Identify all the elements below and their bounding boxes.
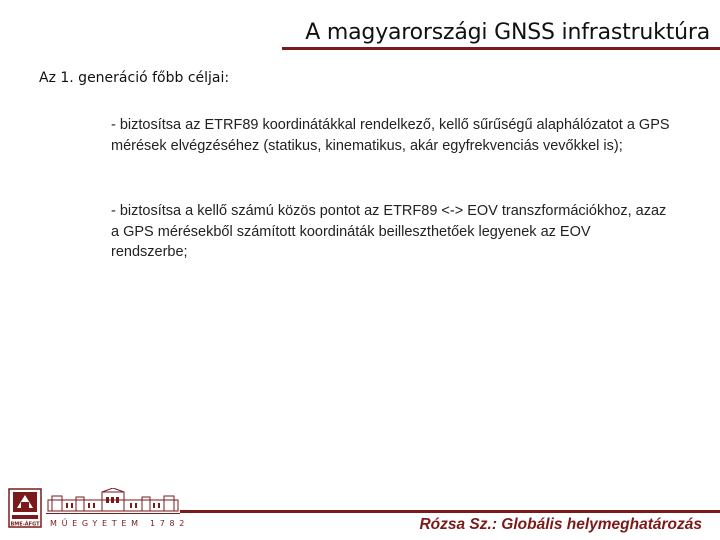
footer-divider-thin [46,513,180,514]
footer-motto: MŰEGYETEM 1782 [50,519,190,528]
footer-author-text: Rózsa Sz.: Globális helymeghatározás [419,516,702,533]
logo-label: BME-ÁFGT [10,521,40,528]
title-underline [282,47,720,50]
slide-subtitle: Az 1. generáció főbb céljai: [39,70,230,86]
bullet-paragraph-2: - biztosítsa a kellő számú közös pontot az ETRF89 <-> EOV transzformációkhoz, azaz a GPS mérésekből számított koordináták beilleszthetőek legyenek az EOV rendszerbe; [111,203,667,260]
university-crest-icon [8,488,42,528]
university-building-icon [46,488,180,512]
footer-divider [180,510,720,513]
bullet-paragraph-1: - biztosítsa az ETRF89 koordinátákkal rendelkező, kellő sűrűségű alaphálózatot a GPS mérések elvégzéséhez (statikus, kinematikus, akár egyfrekvenciás vevőkkel is); [111,117,670,154]
slide-title: A magyarországi GNSS infrastruktúra [305,20,710,45]
